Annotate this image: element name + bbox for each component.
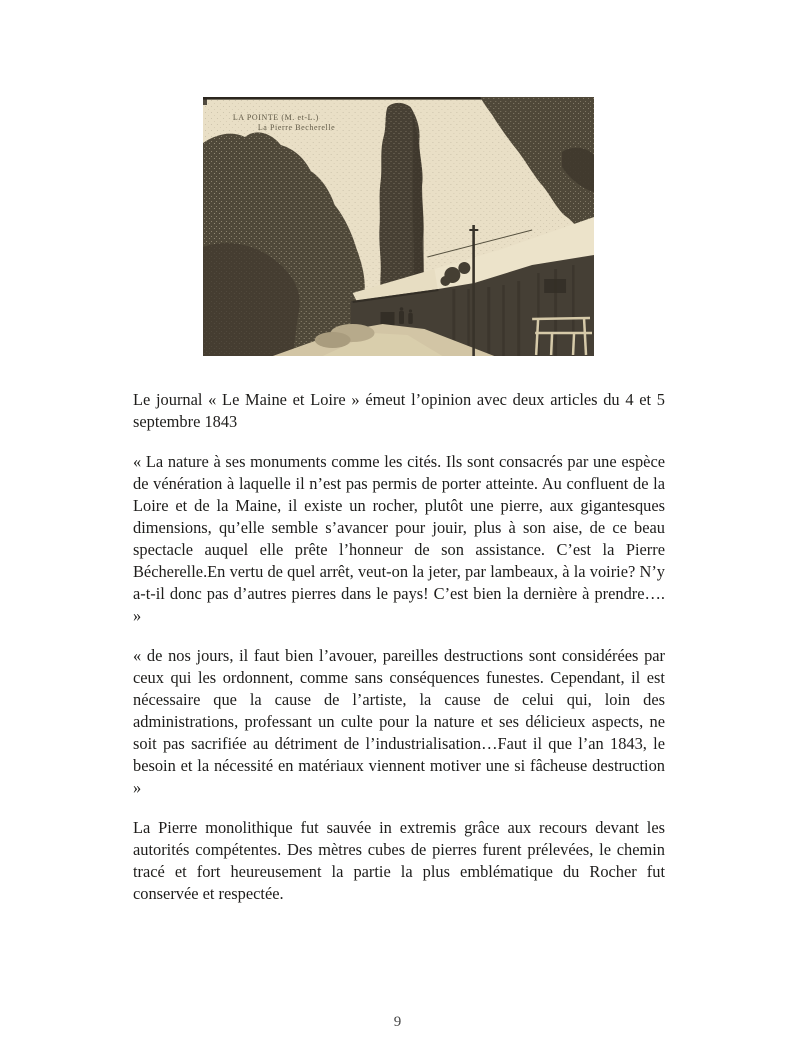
paragraph-intro: Le journal « Le Maine et Loire » émeut l’opinion avec deux articles du 4 et 5 septembre 1843 [133,390,665,431]
paragraph-quote-nature: « La nature à ses monuments comme les cités. Ils sont consacrés par une espèce de vénération à laquelle il n’est pas permis de porter atteinte. Au confluent de la Loire et de la Maine, il existe un rocher, plutôt une pierre, aux gigantesques dimensions, qu’elle semble s’avancer pour jouir, plus à son aise, de ce beau spectacle auquel elle prête l’honneur de son assistance. C’est la Pierre Bécherelle.En vertu de quel arrêt, veut-on la jeter, par lambeaux, à la voirie? N’y a-t-il donc pas d’autres pierres dans le pays! C’est bien la dernière à prendre…. » [133,452,665,625]
page-number: 9 [393,1014,402,1030]
postcard-caption-subtitle: La Pierre Becherelle [257,122,336,133]
postcard-photo [203,97,594,356]
body-text [133,389,665,923]
paragraph-conclusion: La Pierre monolithique fut sauvée in extremis grâce aux recours devant les autorités compétentes. Des mètres cubes de pierres furent prélevées, le chemin tracé et fort heureusement la partie la plus emblématique du Rocher fut conservée et respectée. [133,818,665,903]
paragraph-quote-destruction: « de nos jours, il faut bien l’avouer, pareilles destructions sont considérées par ceux qui les ordonnent, comme sans conséquences funestes. Cependant, il est nécessaire que la cause de l’artiste, la cause de celui qui, loin des administrations, professant un culte pour la nature et ses délicieux aspects, ne soit pas sacrifiée au détriment de l’industrialisation…Faut il que l’an 1843, le besoin et la nécessité en matériaux viennent motiver une si fâcheuse destruction » [133,646,665,797]
postcard-illustration [203,97,594,356]
postcard-caption-title: LA POINTE (M. et-L.) [232,112,319,123]
scan-artifact [203,97,207,105]
